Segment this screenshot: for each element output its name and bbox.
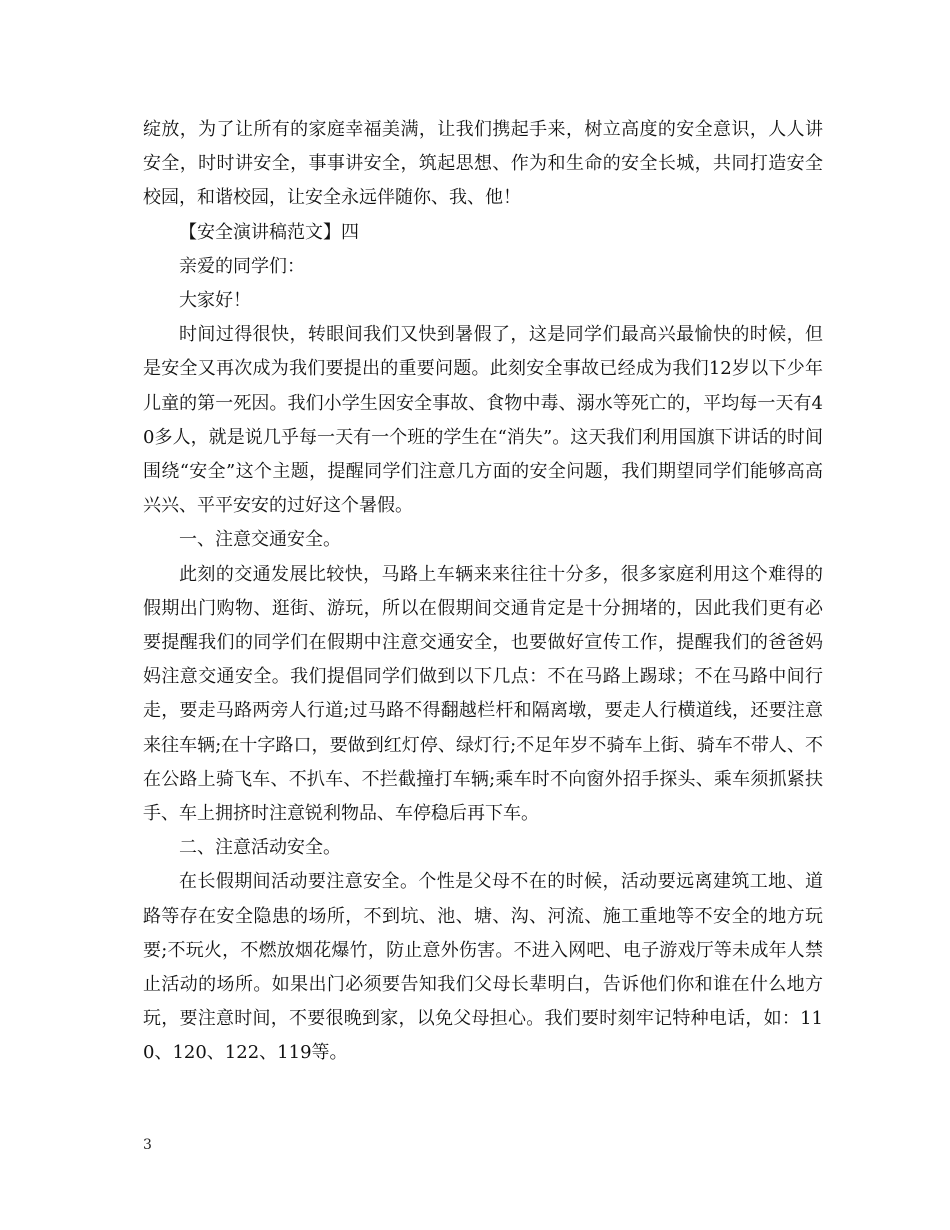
page-number: 3 xyxy=(143,1137,152,1153)
heading-traffic-safety: 一、注意交通安全。 xyxy=(179,529,341,551)
body-text xyxy=(143,113,823,1071)
paragraph-activity-safety: 在长假期间活动要注意安全。个性是父母不在的时候，活动要远离建筑工地、道路等存在安全隐患的场所，不到坑、池、塘、沟、河流、施工重地等不安全的地方玩要;不玩火，不燃放烟花爆竹，防止意外伤害。不进入网吧、电子游戏厅等未成年人禁止活动的场所。如果出门必须要告知我们父母长辈明白，告诉他们你和谁在什么地方玩，要注意时间，不要很晚到家，以免父母担心。我们要时刻牢记特种电话，如：110、120、122、119等。 xyxy=(143,871,823,1064)
paragraph-intro: 时间过得很快，转眼间我们又快到暑假了，这是同学们最高兴最愉快的时候，但是安全又再次成为我们要提出的重要问题。此刻安全事故已经成为我们12岁以下少年儿童的第一死因。我们小学生因安全事故、食物中毒、溺水等死亡的，平均每一天有40多人，就是说几乎每一天有一个班的学生在“消失”。这天我们利用国旗下讲话的时间围绕“安全”这个主题，提醒同学们注意几方面的安全问题，我们期望同学们能够高高兴兴、平平安安的过好这个暑假。 xyxy=(143,324,823,517)
heading-activity-safety: 二、注意活动安全。 xyxy=(179,837,341,859)
paragraph-continuation: 绽放，为了让所有的家庭幸福美满，让我们携起手来，树立高度的安全意识，人人讲安全，时时讲安全，事事讲安全，筑起思想、作为和生命的安全长城，共同打造安全校园，和谐校园，让安全永远伴随你、我、他！ xyxy=(143,119,823,209)
paragraph-traffic-safety: 此刻的交通发展比较快，马路上车辆来来往往十分多，很多家庭利用这个难得的假期出门购物、逛街、游玩，所以在假期间交通肯定是十分拥堵的，因此我们更有必要提醒我们的同学们在假期中注意交通安全，也要做好宣传工作，提醒我们的爸爸妈妈注意交通安全。我们提倡同学们做到以下几点：不在马路上踢球；不在马路中间行走，要走马路两旁人行道;过马路不得翻越栏杆和隔离墩，要走人行横道线，还要注意来往车辆;在十字路口，要做到红灯停、绿灯行;不足年岁不骑车上街、骑车不带人、不在公路上骑飞车、不扒车、不拦截撞打车辆;乘车时不向窗外招手探头、乘车须抓紧扶手、车上拥挤时注意锐利物品、车停稳后再下车。 xyxy=(143,563,823,825)
section-heading-four: 【安全演讲稿范文】四 xyxy=(179,221,359,243)
greeting: 大家好！ xyxy=(179,290,251,312)
salutation: 亲爱的同学们： xyxy=(179,255,305,277)
